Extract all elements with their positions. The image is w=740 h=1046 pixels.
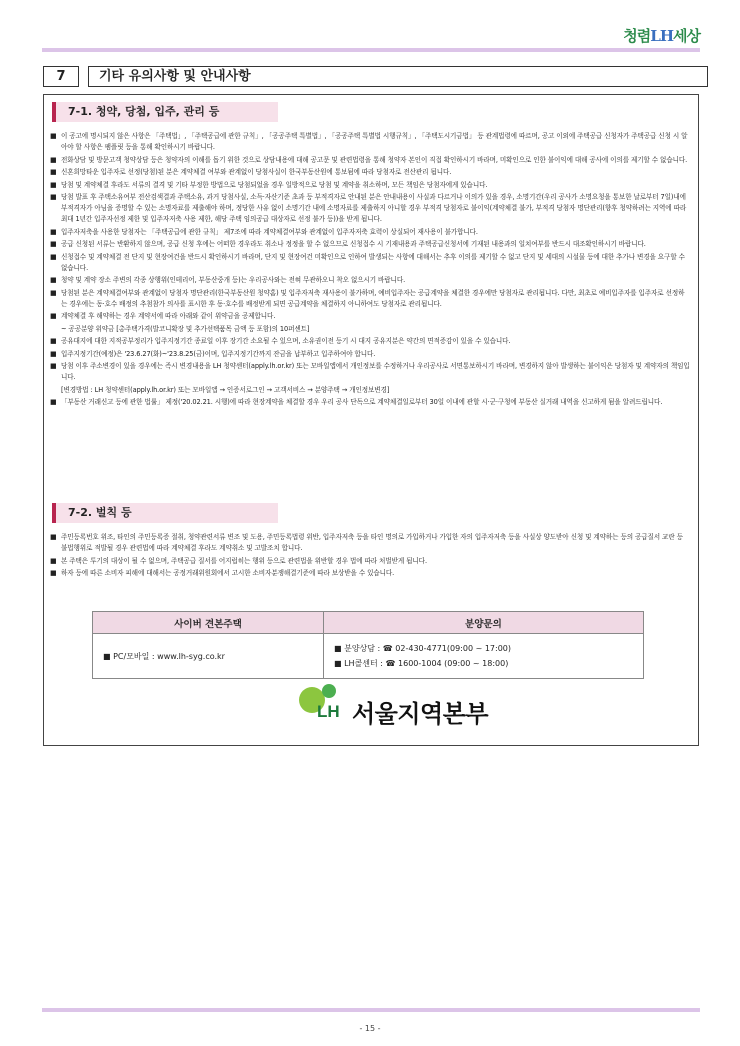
- list-item-text: 주민등록번호 위조, 타인의 주민등록증 절취, 청약관련서류 변조 및 도용, 주민등록법령 위반, 입주자저축 등을 타인 명의로 가입하거나 가입한 자의 입주자저축 등을 사실상 양도받아 신청 및 계약하는 등의 공급질서 교란 등 불법행위로 적발될 경우 관련법에 따라 계약체결 후라도 계약취소 및 고발조치 합니다.: [61, 533, 683, 552]
- content-box: [43, 94, 699, 746]
- list-item: [50, 397, 690, 408]
- bullet-icon: ■: [50, 227, 57, 236]
- bullet-icon: ■: [50, 288, 57, 297]
- bullet-icon: ■: [50, 533, 57, 541]
- list-item-text: 계약체결 후 해약하는 경우 계약서에 따라 아래와 같이 위약금을 공제합니다.: [61, 312, 276, 320]
- section-number: 7: [43, 66, 79, 87]
- list-item-text: 본 주택은 투기의 대상이 될 수 없으며, 주택공급 질서를 어지럽히는 행위 등으로 관련법을 위반할 경우 법에 따라 처벌받게 됩니다.: [61, 556, 427, 565]
- page-number: - 15 -: [359, 1024, 381, 1033]
- list-item-text: 당첨 및 계약체결 후라도 서류의 결격 및 기타 부정한 방법으로 당첨되었을 경우 일방적으로 당첨 및 계약을 취소하며, 모든 책임은 당첨자에게 있습니다.: [61, 180, 488, 189]
- section-header: [43, 66, 699, 87]
- subsection-1-list: [50, 131, 690, 410]
- list-item-text: 신혼희망타운 입주자로 선정(당첨)된 분은 계약체결 여부와 관계없이 당첨사실이 한국부동산원에 통보됨에 따라 당첨자로 전산관리 됩니다.: [61, 168, 452, 176]
- subsection-title-2: 7-2. 벌칙 등: [52, 503, 278, 523]
- lh-mark: LH: [317, 702, 340, 721]
- list-item: [50, 288, 690, 310]
- bullet-icon: ■: [50, 276, 57, 284]
- bullet-icon: ■: [50, 132, 57, 140]
- bullet-icon: ■: [50, 337, 57, 345]
- bullet-icon: ■: [50, 398, 57, 406]
- cyber-url[interactable]: ■ PC/모바일 : www.lh-syg.co.kr: [103, 651, 225, 661]
- contact-header-cyber: 사이버 견본주택: [93, 612, 324, 634]
- list-item: [50, 227, 690, 238]
- list-item: [50, 192, 690, 225]
- bullet-icon: ■: [50, 193, 57, 201]
- list-item: [50, 361, 690, 383]
- list-item-text: 당첨 발표 후 주택소유여부 전산검색결과 주택소유, 과거 당첨사실, 소득·자산기준 초과 등 부적격자로 안내된 분은 안내내용이 사실과 다르거나 이의가 있을 경우, 소명기간(우리 공사가 소명요청을 통보한 날로부터 7일)내에 부적격자가 아님을 증명할 수 있는 소명자료를 제출해야 하며, 정당한 사유 없이 소명기간 내에 소명자료를 제출하지 아니할 경우 부적격 당첨자로 불이익(계약체결 불가, 부적격 당첨자 명단관리(향후 청약하려는 지역에 따라 최대 1년간 입주자선정 제한 및 입주자저축 사용 제한, 해당 주택 임의공급 대상자로 선정 불가 등))을 받게 됩니다.: [61, 193, 687, 223]
- list-item: [50, 385, 690, 396]
- list-item: [50, 252, 690, 274]
- list-item: [50, 167, 690, 178]
- region-name: 서울지역본부: [352, 700, 489, 728]
- list-item-text: 공유대지에 대한 지적공부정리가 입주지정기간 종료일 이후 장기간 소요될 수 있으며, 소유권이전 등기 시 대지 공유지분은 약간의 면적증감이 있을 수 있습니다.: [61, 337, 511, 345]
- phone-callcenter: ■ LH콜센터 : ☎ 1600-1004 (09:00 ~ 18:00): [333, 659, 509, 668]
- bullet-icon: ■: [50, 180, 57, 189]
- bottom-divider: [42, 1008, 700, 1012]
- subsection-2-list: [50, 532, 690, 581]
- section-title: 기타 유의사항 및 안내사항: [88, 66, 708, 87]
- list-item-text: ~ 공공분양 위약금 [총주택가격(발코니확장 및 추가선택품목 금액 등 포함)의 10퍼센트]: [61, 324, 310, 333]
- bullet-icon: ■: [50, 155, 57, 164]
- list-item: [50, 155, 690, 166]
- list-item-text: 청약 및 계약 장소 주변의 각종 상행위(인테리어, 부동산중개 등)는 우리공사와는 전혀 무관하오니 착오 없으시기 바랍니다.: [61, 276, 406, 284]
- list-item-text: 전화상담 및 방문고객 청약상담 등은 청약자의 이해를 돕기 위한 것으로 상담내용에 대해 공고문 및 관련법령을 통해 청약자 본인이 직접 확인하시기 바라며, 미확인으로 인한 불이익에 대해 공사에 이의를 제기할 수 없습니다.: [61, 155, 688, 164]
- list-item: [50, 336, 690, 347]
- list-item: [50, 311, 690, 322]
- top-divider: [42, 48, 700, 52]
- contact-header-inquiry: 분양문의: [323, 612, 643, 634]
- list-item-text: 이 공고에 명시되지 않은 사항은 「주택법」, 「주택공급에 관한 규칙」, 「공공주택 특별법」, 「공공주택 특별법 시행규칙」, 「주택도시기금법」 등 관계법령에 따르며, 공고 이외에 주택공급 신청자가 주택공급 신청 시 알아야 할 사항은 팸플릿 등을 통해 확인하시기 바랍니다.: [61, 132, 688, 151]
- inquiry-cell: [323, 634, 643, 679]
- list-item-text: 당첨된 분은 계약체결여부와 관계없이 당첨자 명단관리(한국부동산원 청약홈) 및 입주자저축 재사용이 불가하며, 예비입주자는 공급계약을 체결한 경우에만 당첨자로 관리됩니다. 다만, 최초로 예비입주자를 입주자로 선정하는 경우에는 동·호수 배정의 추첨참가 의사를 표시한 후 동·호수를 배정받게 되면 공급계약을 체결하지 아니하여도 당첨자로 관리됩니다.: [61, 288, 685, 308]
- bullet-icon: ■: [50, 349, 57, 358]
- list-item-text: 당첨 이후 주소변경이 있을 경우에는 즉시 변경내용을 LH 청약센터(apply.lh.or.kr) 또는 모바일앱에서 개인정보를 수정하거나 우리공사로 서면통보하시기 바라며, 변경하지 않아 발생하는 불이익은 당첨자 및 계약자의 책임입니다.: [61, 362, 690, 381]
- lh-region-logo: [274, 680, 514, 736]
- list-item: [50, 131, 690, 153]
- bullet-icon: ■: [50, 252, 57, 261]
- bullet-icon: ■: [50, 362, 57, 370]
- list-item: [50, 180, 690, 191]
- bullet-icon: ■: [50, 569, 57, 577]
- bullet-icon: ■: [50, 312, 57, 320]
- list-item: [50, 349, 690, 360]
- list-item: [50, 275, 690, 286]
- list-item-text: 입주지정기간(예정)은 '23.6.27(화)~'23.8.25(금)이며, 입주지정기간까지 잔금을 납부하고 입주하여야 합니다.: [61, 349, 376, 358]
- list-item-text: 신청접수 및 계약체결 전 단지 및 현장여건을 반드시 확인하시기 바라며, 단지 및 현장여건 미확인으로 인하여 발생되는 사항에 대해서는 추후 이의를 제기할 수 없고 단지 및 세대의 시설물 등에 대한 추가나 변경을 요구할 수 없습니다.: [61, 252, 685, 272]
- list-item-text: 하자 등에 따른 소비자 피해에 대해서는 공정거래위원회에서 고시한 소비자분쟁해결기준에 따라 보상받을 수 있습니다.: [61, 569, 395, 577]
- list-item: [50, 556, 690, 567]
- list-item: [50, 532, 690, 554]
- contact-table: [92, 611, 644, 679]
- bullet-icon: ■: [50, 240, 57, 248]
- bullet-icon: ■: [50, 556, 57, 565]
- brand-logo: 청렴LH세상: [623, 27, 700, 45]
- cyber-url-cell[interactable]: [93, 634, 324, 679]
- bullet-icon: ■: [50, 168, 57, 176]
- list-item-text: 「부동산 거래신고 등에 관한 법률」 제정('20.02.21. 시행)에 따라 현장계약을 체결할 경우 우리 공사 단독으로 계약체결일로부터 30일 이내에 관할 시·군·구청에 부동산 실거래 내역을 신고하게 됨을 알려드립니다.: [61, 398, 663, 406]
- list-item-text: [변경방법 : LH 청약센터(apply.lh.or.kr) 또는 모바일앱 → 인증서로그인 → 고객서비스 → 분양주택 → 개인정보변경]: [61, 385, 390, 394]
- list-item-text: 입주자저축을 사용한 당첨자는 「주택공급에 관한 규칙」 제7조에 따라 계약체결여부와 관계없이 입주자저축 효력이 상실되어 재사용이 불가합니다.: [61, 227, 478, 236]
- list-item: [50, 568, 690, 579]
- list-item: [50, 324, 690, 335]
- phone-sales: ■ 분양상담 : ☎ 02-430-4771(09:00 ~ 17:00): [333, 644, 512, 653]
- list-item: [50, 239, 690, 250]
- list-item-text: 공급 신청된 서류는 반환하지 않으며, 공급 신청 후에는 어떠한 경우라도 취소나 정정을 할 수 없으므로 신청접수 시 기재내용과 주택공급신청서에 기재된 내용과의 일치여부를 반드시 대조확인하시기 바랍니다.: [61, 240, 646, 248]
- subsection-title-1: 7-1. 청약, 당첨, 입주, 관리 등: [52, 102, 278, 122]
